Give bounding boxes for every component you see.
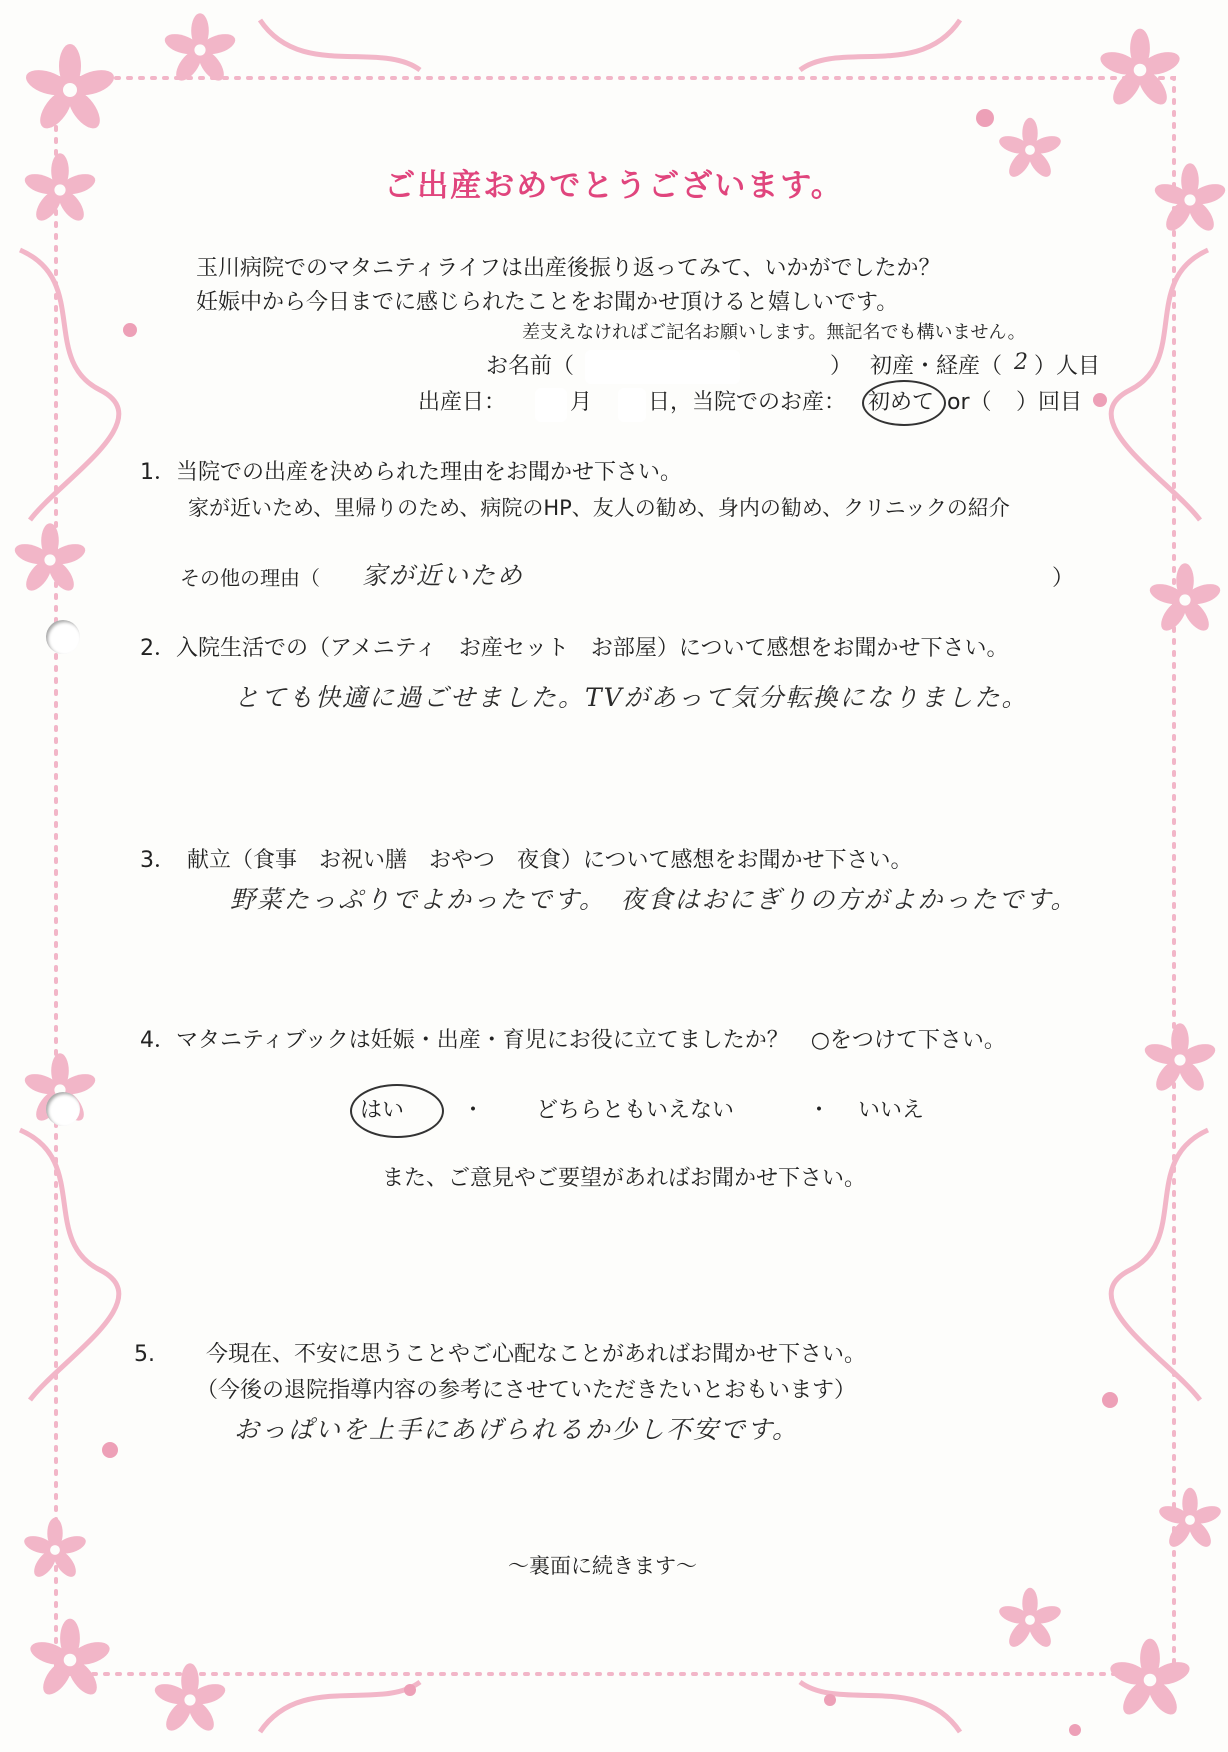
intro-line-2: 妊娠中から今日までに感じられたことをお聞かせ頂けると嬉しいです。	[196, 290, 899, 315]
q4-option-yes[interactable]: はい	[360, 1098, 405, 1123]
parity-suffix: ）人目	[1034, 354, 1101, 379]
birth-first-option[interactable]: 初めて	[868, 390, 935, 415]
name-label: お名前（	[486, 354, 575, 379]
q5-subtext: （今後の退院指導内容の参考にさせていただきたいとおもいます）	[196, 1378, 857, 1403]
birth-day: 日，当院でのお産：	[648, 390, 847, 415]
name-redaction	[585, 350, 740, 384]
q4-followup: また、ご意見やご要望があればお聞かせ下さい。	[382, 1166, 867, 1191]
q5-number: 5.	[134, 1342, 155, 1367]
birth-month: 月	[570, 390, 593, 415]
q4-option-no[interactable]: いいえ	[858, 1098, 925, 1123]
birth-date-label: 出産日：	[418, 390, 507, 415]
q2-answer[interactable]: とても快適に過ごせました。TVがあって気分転換になりました。	[234, 683, 1029, 712]
page-title: ご出産おめでとうございます。	[384, 168, 844, 204]
q1-text: 1．当院での出産を決められた理由をお聞かせ下さい。	[140, 460, 682, 485]
parity-value[interactable]: 2	[1014, 350, 1030, 375]
q4-separator-2: ・	[808, 1098, 831, 1123]
day-redaction	[618, 388, 646, 422]
footer-continued: ～裏面に続きます～	[508, 1554, 697, 1578]
q1-other-label: その他の理由（	[180, 566, 320, 590]
q1-options: 家が近いため、里帰りのため、病院のHP、友人の勧め、身内の勧め、クリニックの紹介	[188, 496, 1010, 520]
punch-hole-top	[46, 620, 80, 654]
first-birth-circle	[862, 380, 946, 426]
birth-or: or（	[947, 390, 992, 415]
intro-note: 差支えなければご記名お願いします。無記名でも構いません。	[522, 322, 1026, 343]
q4-separator-1: ・	[462, 1098, 485, 1123]
q1-other-close: ）	[1052, 566, 1075, 591]
q1-other-answer[interactable]: 家が近いため	[362, 561, 525, 590]
q5-text: 今現在、不安に思うことやご心配なことがあればお聞かせ下さい。	[206, 1342, 867, 1367]
q4-option-neutral[interactable]: どちらともいえない	[536, 1098, 735, 1123]
month-redaction	[535, 388, 567, 422]
q5-answer[interactable]: おっぱいを上手にあげられるか少し不安です。	[234, 1415, 800, 1444]
q3-answer[interactable]: 野菜たっぷりでよかったです。 夜食はおにぎりの方がよかったです。	[230, 885, 1078, 914]
name-close: ）	[830, 354, 853, 379]
q2-text: 2．入院生活での（アメニティ お産セット お部屋）について感想をお聞かせ下さい。	[140, 636, 1009, 661]
intro-line-1: 玉川病院でのマタニティライフは出産後振り返ってみて、いかがでしたか？	[196, 256, 941, 281]
q4-text: 4．マタニティブックは妊娠・出産・育児にお役に立てましたか？ ○をつけて下さい。	[140, 1028, 1006, 1053]
q4-yes-circle	[350, 1084, 444, 1138]
birth-times: ）回目	[1016, 390, 1083, 415]
q3-text: 3． 献立（食事 お祝い膳 おやつ 夜食）について感想をお聞かせ下さい。	[140, 848, 913, 873]
parity-label: 初産・経産（	[870, 354, 1003, 379]
punch-hole-bottom	[46, 1092, 80, 1126]
